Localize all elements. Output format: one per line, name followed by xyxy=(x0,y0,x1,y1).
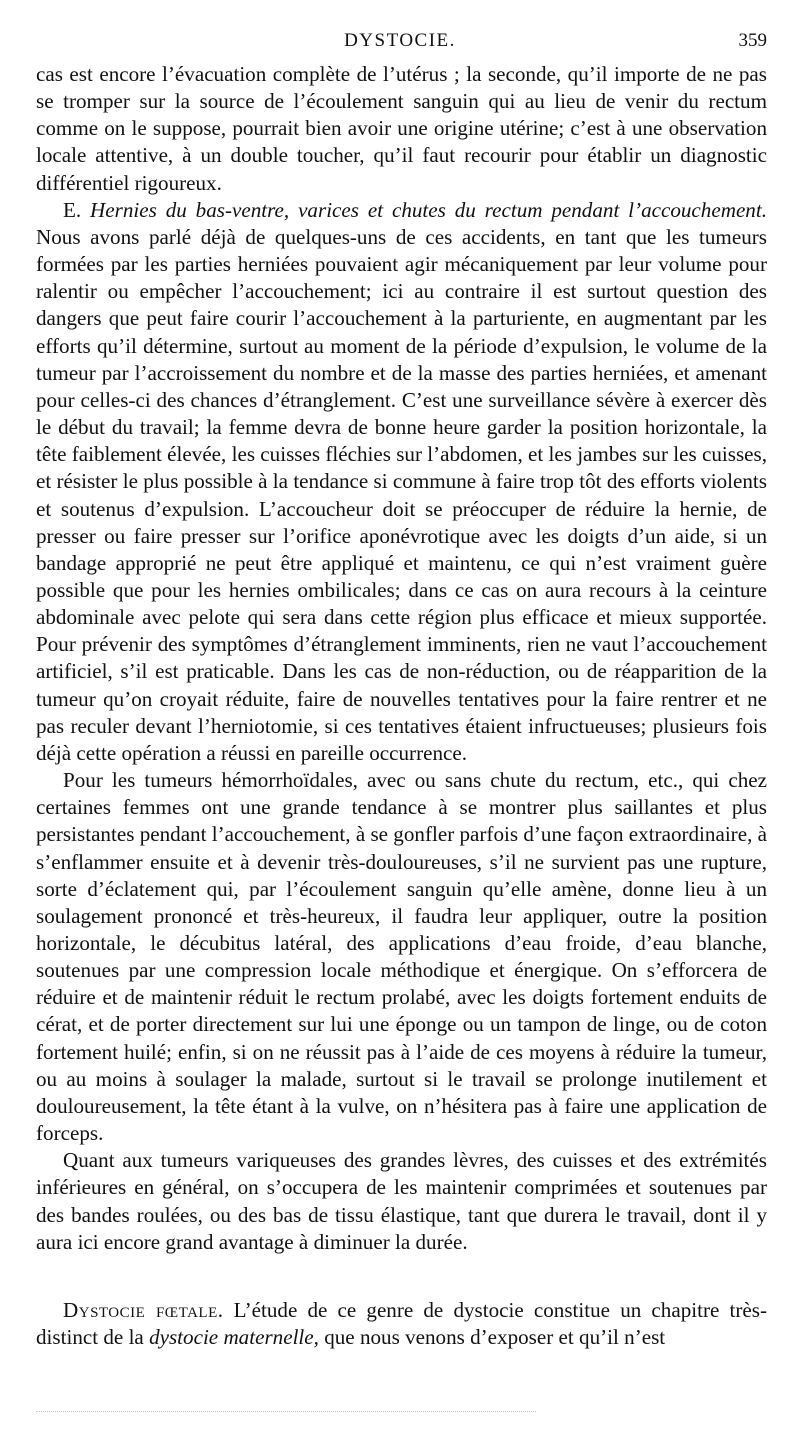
section-label: E. xyxy=(63,197,82,222)
fetal-text-b: que nous venons d’exposer et qu’il n’est xyxy=(318,1325,666,1350)
paragraph-fetal-dystocia xyxy=(36,1297,767,1351)
running-title: DYSTOCIE. xyxy=(344,30,456,51)
section-heading: Hernies du bas-ventre, varices et chutes du rectum pendant l’accouchement. xyxy=(90,197,767,222)
paragraph-section-e xyxy=(36,197,767,767)
section-gap xyxy=(36,1256,767,1297)
footer-dotted-rule xyxy=(36,1411,536,1412)
page-number: 359 xyxy=(738,30,767,51)
paragraph-hemorrhoids: Pour les tumeurs hémorrhoïdales, avec ou sans chute du rectum, etc., qui chez certaines femmes ont une grande tendance à se montrer plus saillantes et plus persistantes pendant l’accouchement, à se gonfler parfois d’une façon extraordinaire, à s’enflammer ensuite et à devenir très-douloureuses, s’il ne survient pas une rupture, sorte d’éclatement qui, par l’écoulement sanguin qu’elle amène, donne lieu à un soulagement prononcé et très-heureux, il faudra leur appliquer, outre la position horizontale, le décubitus latéral, des applications d’eau froide, d’eau blanche, soutenues par une compression locale méthodique et énergique. On s’efforcera de réduire et de maintenir réduit le rectum prolabé, avec les doigts fortement enduits de cérat, et de porter directement sur lui une éponge ou un tampon de linge, ou de coton fortement huilé; enfin, si on ne réussit pas à l’aide de ces moyens à réduire la tumeur, ou au moins à soulager la malade, surtout si le travail se prolonge inutilement et douloureusement, la tête étant à la vulve, on n’hésitera pas à faire une application de forceps. xyxy=(36,768,767,1146)
section-body: Nous avons parlé déjà de quelques-uns de ces accidents, en tant que les tumeurs formées par les parties herniées pouvaient agir mécaniquement par leur volume pour ralentir ou empêcher l’accouchement; ici au contraire il est surtout question des dangers que peut faire courir l’accouchement à la parturiente, en augmentant par les efforts qu’il détermine, surtout au moment de la période d’expulsion, le volume de la tumeur par l’accroissement du nombre et de la masse des parties herniées, et amenant pour celles-ci des chances d’étranglement. C’est une surveillance sévère à exercer dès le début du travail; la femme devra de bonne heure garder la position horizontale, la tête faiblement élevée, les cuisses fléchies sur l’abdomen, et les jambes sur les cuisses, et résister le plus possible à la tendance si commune à faire trop tôt des efforts violents et soutenus d’expulsion. L’accoucheur doit se préoccuper de réduire la hernie, de presser ou faire presser sur l’orifice aponévrotique avec les doigts d’un aide, si un bandage approprié ne peut être appliqué et maintenu, ce qui n’est vraiment guère possible que pour les hernies ombilicales; dans ce cas on aura recours à la ceinture abdominale avec pelote qui sera dans cette région plus efficace et mieux supportée. Pour prévenir des symptômes d’étranglement imminents, rien ne vaut l’accouchement artificiel, s’il est praticable. Dans les cas de non-réduction, ou de réapparition de la tumeur qu’on croyait réduite, faire de nouvelles tentatives pour la faire rentrer et ne pas reculer devant l’herniotomie, si ces tentatives étaient infructueuses; plusieurs fois déjà cette opération a réussi en pareille occurrence. xyxy=(36,224,768,765)
paragraph-continuation: cas est encore l’évacuation complète de l’utérus ; la seconde, qu’il importe de ne pas se tromper sur la source de l’écoulement sanguin qui au lieu de venir du rectum comme on le suppose, pourrait bien avoir une origine utérine; c’est à une observation locale attentive, à un double toucher, qu’il faut recourir pour établir un diagnostic différentiel rigoureux. xyxy=(36,62,767,195)
body-text xyxy=(36,61,767,1351)
running-header xyxy=(0,30,800,56)
maternal-dystocia-term: dystocie maternelle, xyxy=(149,1325,319,1350)
fetal-text-a: L’étude de ce genre de dystocie constitue un chapitre très-distinct de la xyxy=(36,1297,767,1350)
paragraph-varices: Quant aux tumeurs variqueuses des grandes lèvres, des cuisses et des extrémités inférieures en général, on s’occupera de les maintenir comprimées et soutenues par des bandes roulées, ou des bas de tissu élastique, tant que durera le travail, dont il y aura ici encore grand avantage à diminuer la durée. xyxy=(36,1148,767,1254)
fetal-dystocia-heading: Dystocie fœtale. xyxy=(63,1297,224,1322)
